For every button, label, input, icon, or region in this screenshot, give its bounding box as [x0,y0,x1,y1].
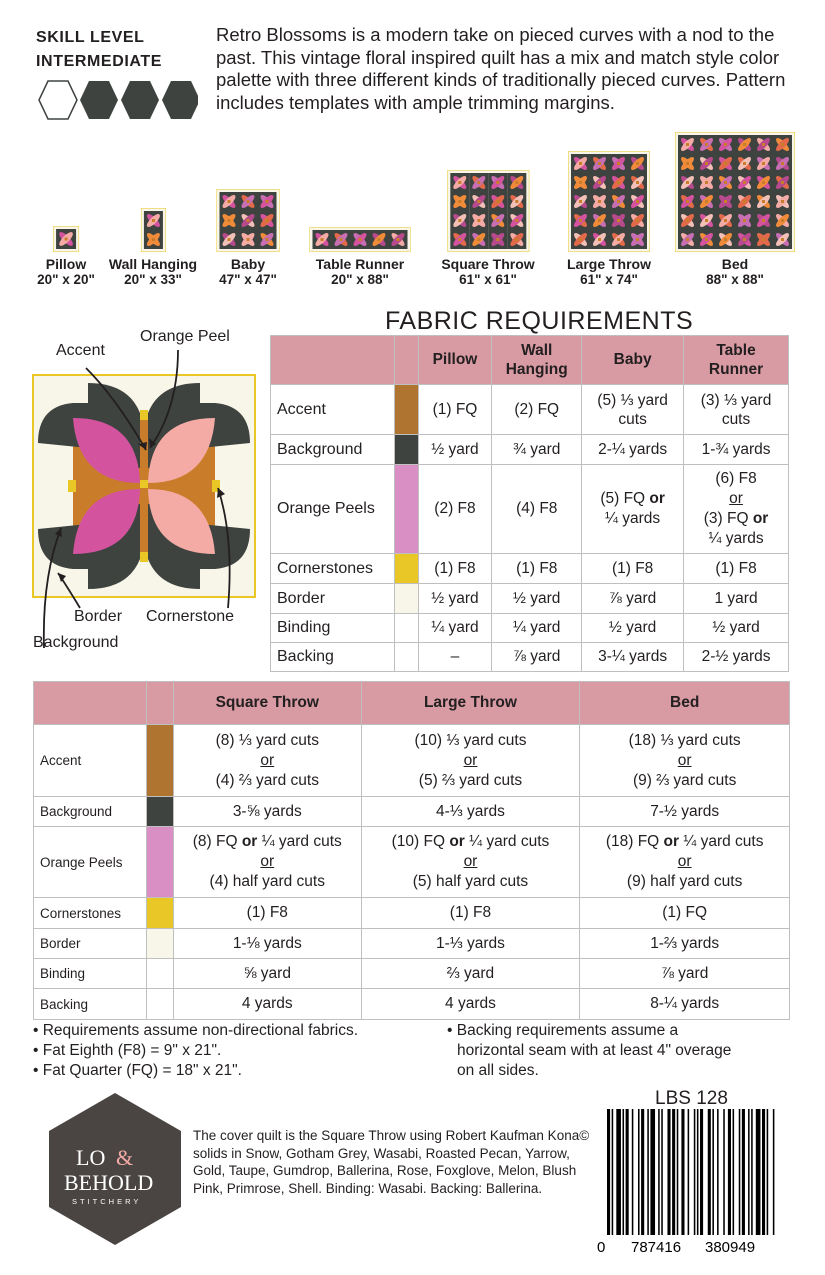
barcode-bar [708,1109,711,1235]
size-option [217,189,280,288]
cell: (10) ⅓ yard cuts or (5) ⅔ yard cuts [361,725,580,797]
label-accent: Accent [56,342,105,359]
barcode-bar [748,1109,750,1235]
barcode-digit-first: 0 [597,1239,606,1255]
barcode-bar [762,1109,765,1235]
barcode-bar [667,1109,670,1235]
cornerstones-swatch [394,554,418,584]
hexagon-outline-icon [39,81,77,119]
barcode-bar [767,1109,769,1235]
requirements-table-small [270,335,789,672]
barcode-bar [773,1109,775,1235]
size-option [567,151,651,288]
col-header: Large Throw [361,682,580,725]
cell: 4 yards [173,989,361,1020]
cell: (1) FQ [580,898,790,929]
row-label: Border [34,929,147,959]
col-header: Table Runner [684,336,789,385]
block-illustration [28,318,268,658]
border-swatch [394,584,418,614]
orange-peels-swatch [146,827,173,898]
logo-behold: BEHOLD [64,1170,154,1195]
barcode-bar [672,1109,675,1235]
barcode-bar [612,1109,614,1235]
empty-swatch [146,959,173,989]
hexagon-filled-icon [162,81,198,119]
skill-hexagons [38,79,198,121]
barcode-bar [658,1109,660,1235]
barcode-bar [756,1109,761,1235]
empty-swatch [146,989,173,1020]
size-option [441,170,534,288]
note: • Fat Quarter (FQ) = 18" x 21". [33,1062,242,1079]
notes-right [447,1021,731,1081]
orange-peels-swatch [394,465,418,554]
row-label: Binding [271,614,395,643]
cell: 4-⅓ yards [361,797,580,827]
table-row [271,465,789,554]
cell: (18) ⅓ yard cuts or (9) ⅔ yard cuts [580,725,790,797]
cell: 1-⅔ yards [580,929,790,959]
cell: ½ yard [492,584,582,614]
row-label: Cornerstones [34,898,147,929]
cell: ⅔ yard [361,959,580,989]
label-cornerstone: Cornerstone [146,608,235,625]
barcode-digits-left: 787416 [631,1239,682,1255]
quilt-thumbnail [568,151,650,252]
quilt-thumbnail [675,132,795,252]
cell: (1) F8 [418,554,492,584]
col-header: Pillow [418,336,492,385]
skill-level [36,26,162,74]
quilt-thumbnail [217,189,280,252]
logo-stitchery: STITCHERY [72,1197,142,1206]
size-option [675,132,795,288]
cell: 3-¼ yards [582,643,684,672]
size-name: Wall Hanging [108,256,198,272]
cell: (4) F8 [492,465,582,554]
cell: 1-¾ yards [684,435,789,465]
cell: ⅞ yard [582,584,684,614]
barcode-bar [723,1109,725,1235]
row-label: Backing [271,643,395,672]
cell: 2-¼ yards [582,435,684,465]
quilt-thumbnail [141,208,166,252]
size-dimensions: 20" x 33" [124,272,182,287]
logo-lo: LO [76,1145,106,1170]
cell: ½ yard [418,584,492,614]
barcode-bar [647,1109,649,1235]
table-header-row [271,336,789,385]
barcode-bar [681,1109,684,1235]
barcode-bar [677,1109,679,1235]
size-option [37,226,95,288]
table-row [34,725,790,797]
barcode-bar [641,1109,644,1235]
barcode-digits-right: 380949 [705,1239,756,1255]
col-header: Bed [580,682,790,725]
note: • Fat Eighth (F8) = 9" x 21". [33,1042,222,1059]
barcode-bar [712,1109,714,1235]
cell: 3-⅝ yards [173,797,361,827]
note: • Requirements assume non-directional fabrics. [33,1022,359,1039]
cell: ¼ yard [418,614,492,643]
barcode-bar [694,1109,696,1235]
size-name: Pillow [45,256,87,272]
cell: (1) F8 [173,898,361,929]
cell: (1) F8 [492,554,582,584]
col-header: Baby [582,336,684,385]
col-header: Square Throw [173,682,361,725]
barcode-bar [697,1109,699,1235]
fabric-requirements-title: FABRIC REQUIREMENTS [385,307,694,335]
cell: 2-½ yards [684,643,789,672]
cell: 7-½ yards [580,797,790,827]
background-swatch [394,435,418,465]
barcode-bar [650,1109,655,1235]
cell: (2) FQ [492,385,582,435]
cell: (10) FQ or ¼ yard cuts or (5) half yard cuts [361,827,580,898]
lo-behold-logo [48,1092,182,1246]
table-row [34,989,790,1020]
table-header-row [34,682,790,725]
skill-level-label: SKILL LEVEL [36,29,145,46]
size-name: Large Throw [566,256,652,272]
quilt-sizes [0,128,825,288]
barcode-bar [632,1109,634,1235]
cell: (1) F8 [361,898,580,929]
size-name: Bed [721,256,749,272]
barcode-bar [739,1109,741,1235]
size-dimensions: 61" x 61" [459,272,517,287]
note: on all sides. [457,1062,539,1079]
notes-left [33,1021,358,1081]
empty-swatch [394,614,418,643]
size-option [310,227,411,288]
cell: 1 yard [684,584,789,614]
label-border: Border [74,608,123,625]
cell: (3) ⅓ yard cuts [684,385,789,435]
cell: (18) FQ or ¼ yard cuts or (9) half yard cuts [580,827,790,898]
cell: 8-¼ yards [580,989,790,1020]
background-swatch [146,797,173,827]
barcode-bar [728,1109,731,1235]
cell: ¼ yard [492,614,582,643]
barcode [597,1109,789,1255]
size-dimensions: 88" x 88" [706,272,764,287]
table-header-empty [34,682,147,725]
table-row [34,827,790,898]
quilt-thumbnail [310,227,411,252]
cell: (8) ⅓ yard cuts or (4) ⅔ yard cuts [173,725,361,797]
cell: ½ yard [684,614,789,643]
cell: (6) F8 or (3) FQ or ¼ yards [684,465,789,554]
table-row [34,797,790,827]
cell: (1) F8 [684,554,789,584]
barcode-bar [616,1109,621,1235]
barcode-bar [607,1109,610,1235]
table-row [271,385,789,435]
skill-level-value: INTERMEDIATE [36,53,163,70]
row-label: Accent [271,385,395,435]
size-dimensions: 61" x 74" [580,272,638,287]
table-header-swatch [394,336,418,385]
border-swatch [146,929,173,959]
size-dimensions: 47" x 47" [219,272,277,287]
cell: ⅞ yard [580,959,790,989]
barcode-bar [751,1109,753,1235]
sku-label: LBS 128 [655,1088,728,1109]
table-row [271,614,789,643]
row-label: Orange Peels [34,827,147,898]
cell: (1) FQ [418,385,492,435]
table-row [34,898,790,929]
cornerstones-swatch [146,898,173,929]
row-label: Binding [34,959,147,989]
barcode-bar [626,1109,629,1235]
cell: 1-⅛ yards [173,929,361,959]
cell: 4 yards [361,989,580,1020]
table-row [271,584,789,614]
barcode-bar [742,1109,745,1235]
cell: ¾ yard [492,435,582,465]
accent-swatch [146,725,173,797]
cell: (8) FQ or ¼ yard cuts or (4) half yard cuts [173,827,361,898]
cell: ½ yard [418,435,492,465]
accent-swatch [394,385,418,435]
cell: (1) F8 [582,554,684,584]
row-label: Accent [34,725,147,797]
barcode-bar [661,1109,663,1235]
row-label: Border [271,584,395,614]
row-label: Background [34,797,147,827]
cell: – [418,643,492,672]
size-option [109,208,197,288]
size-dimensions: 20" x 88" [331,272,389,287]
size-name: Table Runner [315,256,405,272]
table-header-empty [271,336,395,385]
barcode-bar [733,1109,735,1235]
label-orange-peel: Orange Peel [140,328,230,345]
size-dimensions: 20" x 20" [37,272,95,287]
size-name: Square Throw [441,256,535,272]
row-label: Orange Peels [271,465,395,554]
cell: ⅝ yard [173,959,361,989]
table-row [34,929,790,959]
hexagon-filled-icon [121,81,159,119]
row-label: Background [271,435,395,465]
quilt-thumbnail [447,170,529,252]
row-label: Cornerstones [271,554,395,584]
note: horizontal seam with at least 4" overage [457,1042,732,1059]
hexagon-filled-icon [80,81,118,119]
cell: (5) FQ or ¼ yards [582,465,684,554]
table-row [34,959,790,989]
col-header: Wall Hanging [492,336,582,385]
cell: ½ yard [582,614,684,643]
quilt-thumbnail [53,226,79,252]
cell: ⅞ yard [492,643,582,672]
table-header-swatch [146,682,173,725]
logo-ampersand: & [116,1145,134,1170]
requirements-table-large [33,681,790,1020]
row-label: Backing [34,989,147,1020]
barcode-bar [700,1109,703,1235]
barcode-bar [688,1109,690,1235]
cover-credits: The cover quilt is the Square Throw using Robert Kaufman Kona© solids in Snow, Gotham Grey, Wasabi, Roasted Pecan, Yarrow, Gold, Taupe, Gumdrop, Ballerina, Rose, Foxglove, Melon, Blush Pink, Primrose, Shell. Binding: Wasabi. Backing: Ballerina. [193,1128,590,1196]
empty-swatch [394,643,418,672]
note: • Backing requirements assume a [447,1022,679,1039]
label-background: Background [33,634,119,651]
intro-paragraph: Retro Blossoms is a modern take on pieced curves with a nod to the past. This vintage floral inspired quilt has a mix and match style color palette with three different kinds of traditionally pieced curves. Pattern includes templates with ample trimming margins. [216,24,786,113]
cell: 1-⅓ yards [361,929,580,959]
block-diagram [28,318,268,658]
cell: (5) ⅓ yard cuts [582,385,684,435]
size-name: Baby [230,256,266,272]
barcode-bar [717,1109,719,1235]
barcode-bar [623,1109,625,1235]
table-row [271,554,789,584]
cell: (2) F8 [418,465,492,554]
table-row [271,435,789,465]
barcode-bar [638,1109,640,1235]
table-row [271,643,789,672]
